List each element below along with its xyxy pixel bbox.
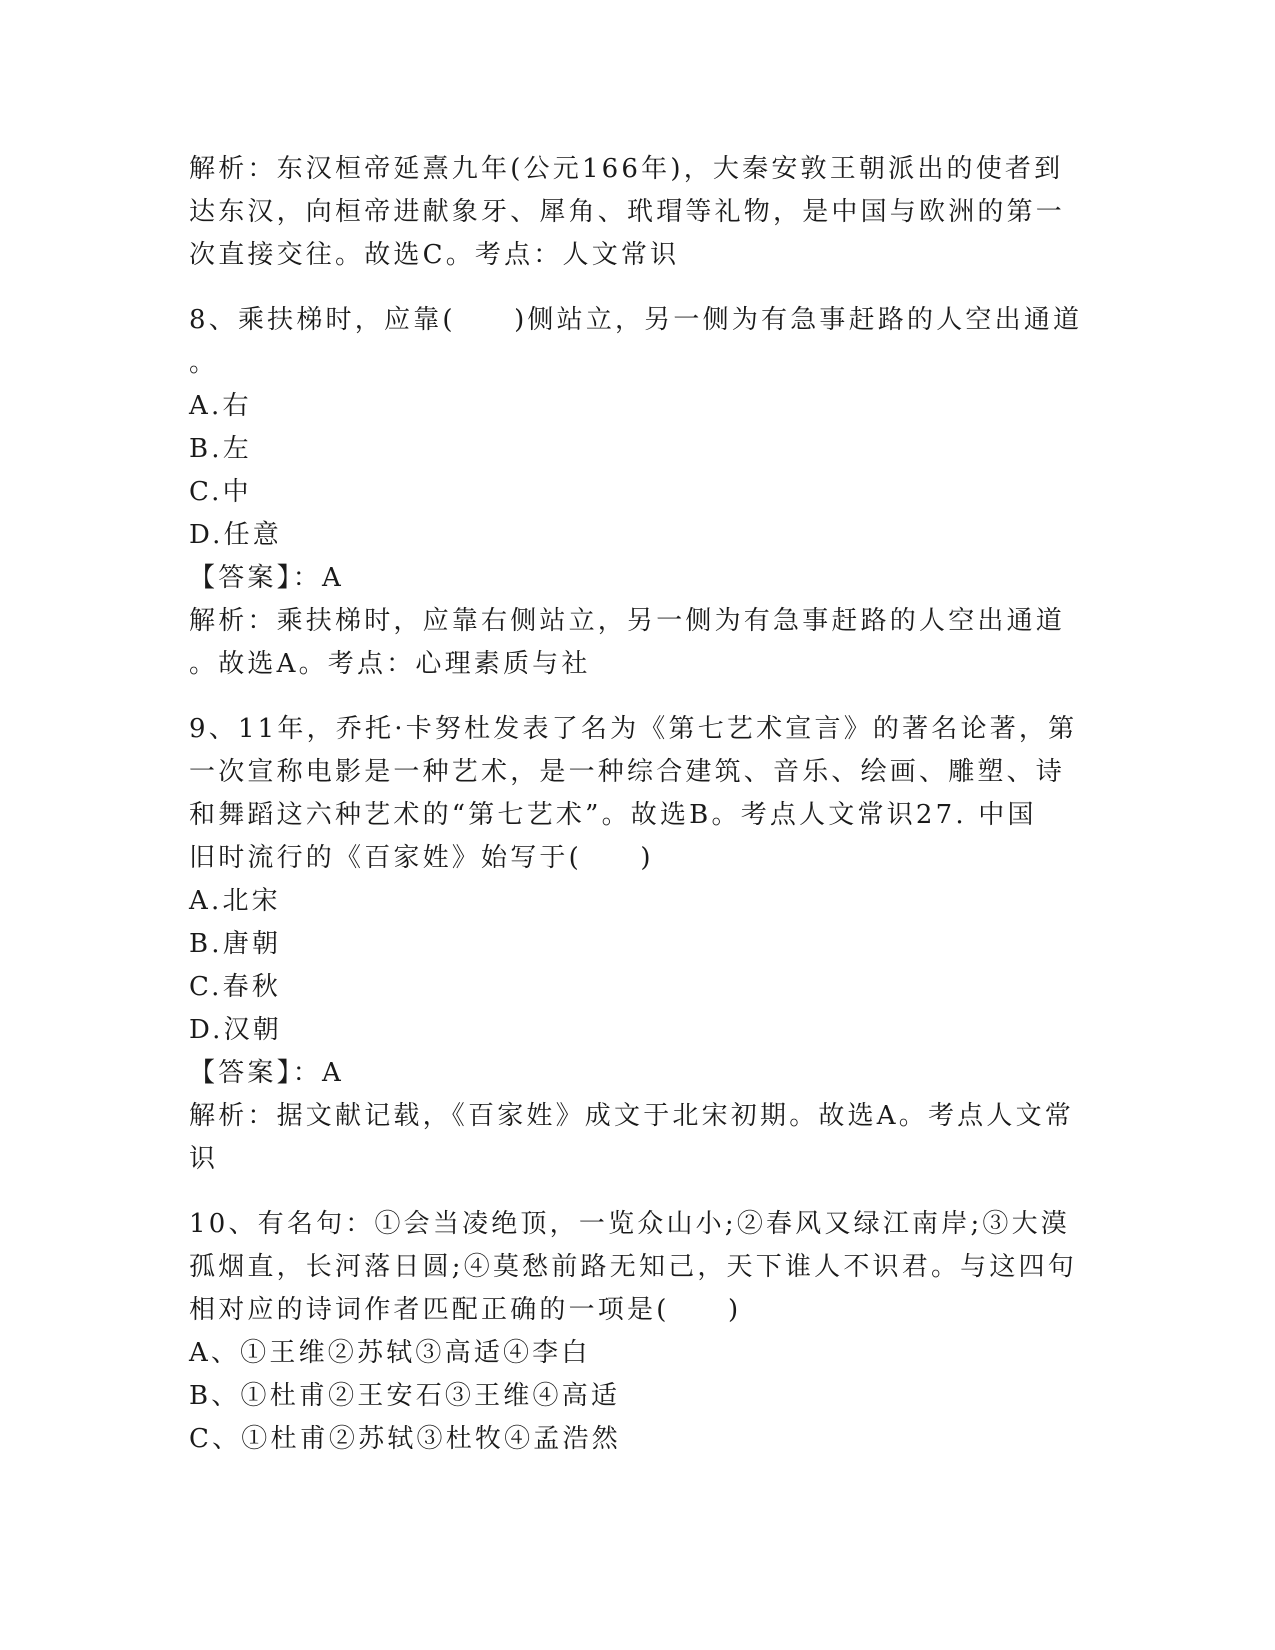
question-stem: 相对应的诗词作者匹配正确的一项是( ) <box>189 1295 742 1325</box>
option-a: A.右 <box>189 391 252 421</box>
document-page <box>189 148 1089 1461</box>
option-b: B.左 <box>189 434 252 464</box>
question-8 <box>189 299 1089 686</box>
question-stem: 孤烟直，长河落日圆;④莫愁前路无知己，天下谁人不识君。与这四句 <box>189 1252 1077 1282</box>
question-stem: 。 <box>189 348 219 378</box>
answer-line: 【答案】：A <box>189 563 344 593</box>
option-c: C.春秋 <box>189 972 282 1002</box>
explanation: 解析：据文献记载，《百家姓》成文于北宋初期。故选A。考点人文常 <box>189 1101 1074 1131</box>
option-b: B.唐朝 <box>189 929 282 959</box>
q7-explanation <box>189 148 1089 277</box>
option-d: D.任意 <box>189 520 282 550</box>
explanation: 解析：乘扶梯时，应靠右侧站立，另一侧为有急事赶路的人空出通道 <box>189 606 1066 636</box>
option-c: C、①杜甫②苏轼③杜牧④孟浩然 <box>189 1424 621 1454</box>
question-stem: 8、乘扶梯时，应靠( )侧站立，另一侧为有急事赶路的人空出通道 <box>189 305 1083 335</box>
question-10 <box>189 1203 1089 1461</box>
question-stem: 10、有名句：①会当凌绝顶，一览众山小;②春风又绿江南岸;③大漠 <box>189 1209 1071 1239</box>
explanation: 识 <box>189 1144 219 1174</box>
question-stem: 旧时流行的《百家姓》始写于( ) <box>189 843 654 873</box>
option-b: B、①杜甫②王安石③王维④高适 <box>189 1381 621 1411</box>
question-9 <box>189 708 1089 1181</box>
explanation: 。故选A。考点：心理素质与社 <box>189 649 591 679</box>
text-line: 次直接交往。故选C。考点：人文常识 <box>189 240 680 270</box>
option-d: D.汉朝 <box>189 1015 282 1045</box>
option-a: A.北宋 <box>189 886 281 916</box>
question-stem: 一次宣称电影是一种艺术，是一种综合建筑、音乐、绘画、雕塑、诗 <box>189 757 1066 787</box>
question-stem: 9、11年，乔托·卡努杜发表了名为《第七艺术宣言》的著名论著，第 <box>189 714 1078 744</box>
option-a: A、①王维②苏轼③高适④李白 <box>189 1338 591 1368</box>
question-stem: 和舞蹈这六种艺术的“第七艺术”。故选B。考点人文常识27. 中国 <box>189 800 1037 830</box>
answer-line: 【答案】：A <box>189 1058 344 1088</box>
option-c: C.中 <box>189 477 252 507</box>
text-line: 解析：东汉桓帝延熹九年(公元166年)，大秦安敦王朝派出的使者到 <box>189 154 1064 184</box>
text-line: 达东汉，向桓帝进献象牙、犀角、玳瑁等礼物，是中国与欧洲的第一 <box>189 197 1066 227</box>
